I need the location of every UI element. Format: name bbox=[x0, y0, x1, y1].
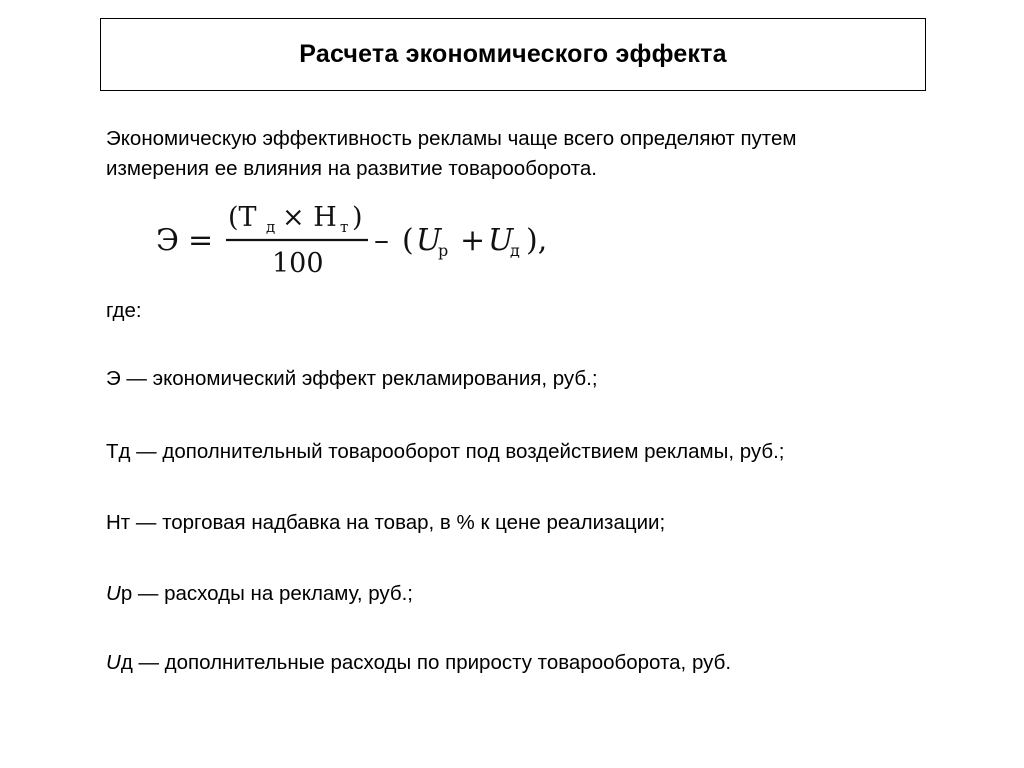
intro-paragraph bbox=[106, 124, 966, 184]
definition-symbol: U bbox=[106, 651, 121, 674]
formula-paren-open: ( bbox=[402, 223, 414, 258]
definition-symbol: Э bbox=[106, 367, 121, 390]
economic-effect-formula bbox=[150, 196, 570, 282]
definition-symbol-suffix: р bbox=[120, 582, 133, 605]
formula-numerator-close: ) bbox=[352, 202, 363, 233]
formula-u1-sub: р bbox=[438, 241, 449, 260]
formula-paren-close: ), bbox=[526, 223, 548, 258]
formula-equals: = bbox=[188, 223, 214, 258]
definition-e bbox=[106, 366, 598, 392]
definition-td bbox=[106, 439, 785, 465]
page-title: Расчета экономического эффекта bbox=[299, 40, 727, 68]
definition-up bbox=[106, 581, 413, 607]
formula-denominator: 100 bbox=[272, 248, 324, 279]
formula-numerator-times: × Н bbox=[282, 202, 337, 233]
definition-symbol: Тд bbox=[106, 440, 131, 463]
formula-numerator-sub1: д bbox=[266, 218, 276, 236]
definition-text: — расходы на рекламу, руб.; bbox=[132, 582, 414, 605]
intro-line-2: измерения ее влияния на развитие товарооборота. bbox=[106, 157, 597, 180]
formula-lhs: Э bbox=[156, 223, 179, 258]
formula-graphic bbox=[150, 196, 570, 282]
definition-symbol: Нт bbox=[106, 511, 131, 534]
formula-u2-sub: д bbox=[510, 241, 520, 260]
formula-minus: – bbox=[374, 223, 389, 258]
formula-numerator-open: (Т bbox=[228, 202, 257, 233]
where-label: где: bbox=[106, 299, 142, 322]
formula-numerator-sub2: т bbox=[340, 218, 349, 236]
definition-ud bbox=[106, 650, 731, 676]
definition-text: — дополнительные расходы по приросту товарооборота, руб. bbox=[132, 651, 732, 674]
definition-symbol-suffix: д bbox=[120, 651, 133, 674]
definition-text: — дополнительный товарооборот под воздействием рекламы, руб.; bbox=[130, 440, 785, 463]
definition-text: — экономический эффект рекламирования, руб.; bbox=[120, 367, 598, 390]
definition-symbol: U bbox=[106, 582, 121, 605]
formula-u1: U bbox=[416, 223, 442, 258]
formula-plus: + bbox=[460, 223, 486, 258]
title-box bbox=[100, 18, 926, 91]
formula-u2: U bbox=[488, 223, 514, 258]
intro-line-1: Экономическую эффективность рекламы чаще всего определяют путем bbox=[106, 127, 797, 150]
definition-text: — торговая надбавка на товар, в % к цене реализации; bbox=[130, 511, 666, 534]
definition-nt bbox=[106, 510, 665, 536]
